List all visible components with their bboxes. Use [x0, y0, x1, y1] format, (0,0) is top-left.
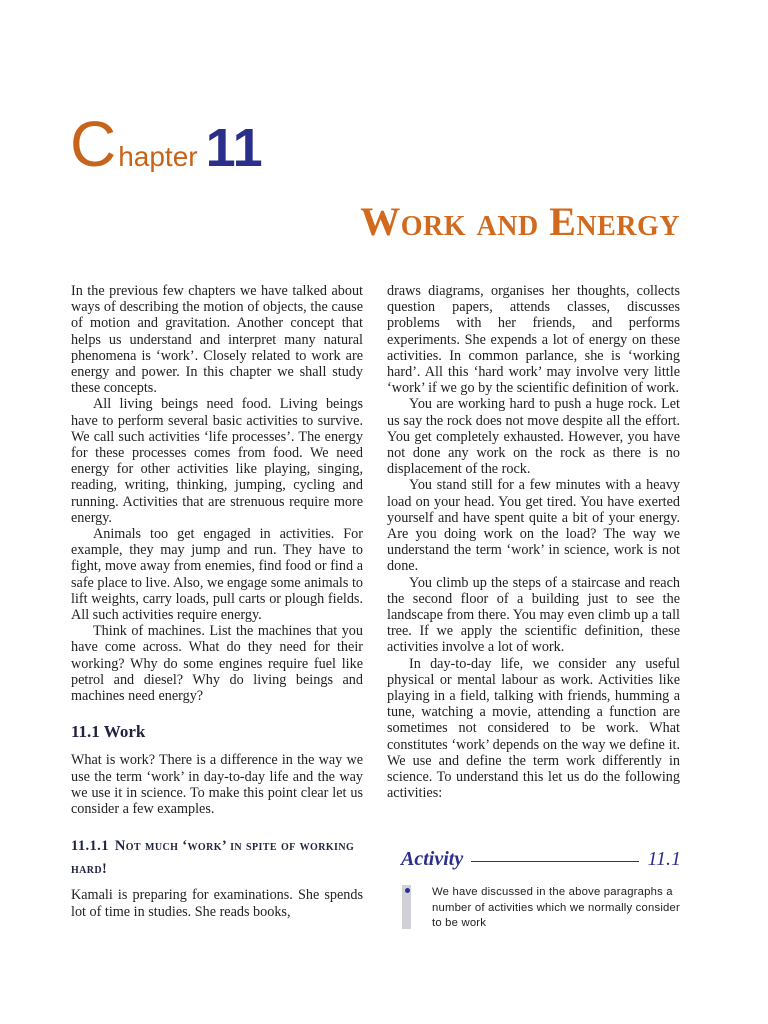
activity-sidebar: [402, 885, 411, 929]
body-paragraph: What is work? There is a difference in the way we use the term ‘work’ in day-to-day life and the way we use it in science. To make this point clear let us consider a few examples.: [71, 752, 363, 818]
activity-header: [401, 848, 681, 871]
left-column: [71, 283, 363, 920]
body-paragraph: All living beings need food. Living beings have to perform several basic activities to survive. We call such activities ‘life processes’. The energy for these processes comes from food. We need energy for other activities like playing, singing, reading, writing, thinking, jumping, cycling and running. Activities that are strenuous require more energy.: [71, 396, 363, 526]
intro-paragraph: In the previous few chapters we have talked about ways of describing the motion of objects, the cause of motion and gravitation. Another concept that helps us understand and interpret many natural phenomena is ‘work’. Closely related to work are energy and power. In this chapter we shall study these concepts.: [71, 283, 363, 397]
activity-box: [401, 848, 681, 951]
section-heading: 11.1 Work: [71, 722, 146, 742]
activity-number: 11.1: [647, 848, 681, 870]
right-column: [387, 283, 680, 802]
activity-label: Activity: [401, 848, 464, 870]
chapter-heading: [70, 108, 263, 192]
body-paragraph: Kamali is preparing for examinations. She spends lot of time in studies. She reads books,: [71, 887, 363, 920]
body-paragraph: You stand still for a few minutes with a heavy load on your head. You get tired. You have exerted yourself and have spent quite a bit of your energy. Are you doing work on the load? The way we understand the term ‘work’ in science, work is not done.: [387, 477, 680, 575]
activity-text: We have discussed in the above paragraphs a number of activities which we normally consider to be work: [432, 886, 680, 929]
chapter-initial: C: [70, 108, 117, 180]
body-paragraph: In day-to-day life, we consider any useful physical or mental labour as work. Activities like playing in a field, talking with friends, humming a tune, watching a movie, attending a function are sometimes not considered to be work. What constitutes ‘work’ depends on the way we define it. We use and define the term work differently in science. To understand this let us do the following activities:: [387, 655, 680, 802]
chapter-title: Work and Energy: [360, 199, 680, 244]
body-paragraph: draws diagrams, organises her thoughts, collects question papers, attends classes, discusses problems with her friends, and performs experiments. She expends a lot of energy on these activities. In common parlance, she is ‘working hard’. All this ‘hard work’ may involve very little ‘work’ if we go by the scientific definition of work.: [387, 283, 680, 397]
bullet-icon: [405, 888, 410, 893]
activity-body: [401, 885, 681, 951]
body-paragraph: Think of machines. List the machines that you have come across. What do they need for their working? Why do some engines require fuel like petrol and diesel? Why do living beings and machines need energy?: [71, 623, 363, 705]
body-paragraph: You climb up the steps of a staircase and reach the second floor of a building just to see the landscape from there. You may even climb up a tall tree. If we apply the scientific definition, these activities involve a lot of work.: [387, 574, 680, 656]
subsection-title: Not much ‘work’ in spite of working hard!: [71, 838, 355, 878]
body-paragraph: Animals too get engaged in activities. For example, they may jump and run. They have to fight, move away from enemies, find food or find a safe place to live. Also, we engage some animals to lift weights, carry loads, pull carts or plough fields. All such activities require energy.: [71, 526, 363, 624]
body-paragraph: You are working hard to push a huge rock. Let us say the rock does not move despite all the effort. You get completely exhausted. However, you have not done any work on the rock as there is no displacement of the rock.: [387, 396, 680, 478]
chapter-number: 11: [205, 118, 263, 178]
subsection-heading: [71, 835, 363, 881]
subsection-number: 11.1.1: [71, 838, 109, 855]
activity-rule: [471, 861, 639, 862]
chapter-word: hapter: [118, 141, 198, 172]
